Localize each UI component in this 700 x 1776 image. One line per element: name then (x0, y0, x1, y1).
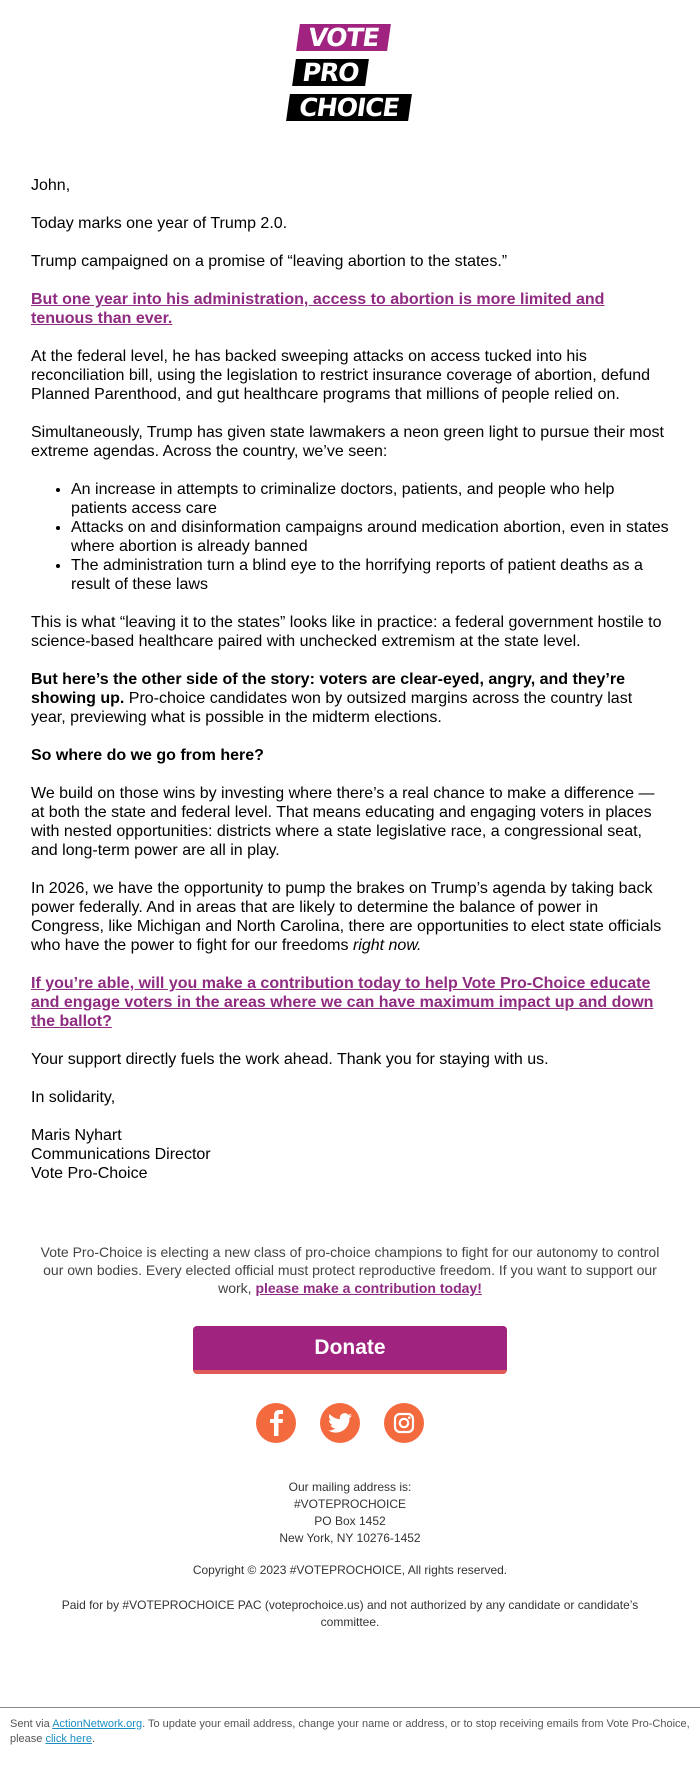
paragraph-6-rest: Pro-choice candidates won by outsized margins across the country last year, previewing what is possible in the midterm elections. (31, 690, 633, 726)
facebook-icon[interactable] (256, 1403, 296, 1443)
mailing-address (0, 1479, 700, 1547)
signoff: In solidarity, (31, 1089, 116, 1106)
paragraph-5: This is what “leaving it to the states” looks like in practice: a federal government hostile to science-based healthcare paired with unchecked extremism at the state level. (31, 614, 662, 650)
signature-title: Communications Director (31, 1146, 211, 1163)
abortion-access-link[interactable]: But one year into his administration, access to abortion is more limited and tenuous than ever. (31, 291, 605, 327)
logo-line-pro: PRO (292, 59, 369, 86)
actionnetwork-link[interactable]: ActionNetwork.org (52, 1718, 143, 1730)
address-org: #VOTEPROCHOICE (293, 1497, 407, 1511)
list-item: • Attacks on and disinformation campaigns around medication abortion, even in states where abortion is already banned (71, 518, 671, 556)
paragraph-7: We build on those wins by investing where there’s a real chance to make a difference — at both the state and federal level. That means educating and engaging voters in places with nested opportunities: districts where a state legislative race, a congressional seat, and long-term power are all in play. (31, 785, 655, 859)
signature-name: Maris Nyhart (31, 1127, 122, 1144)
paid-for-disclaimer: Paid for by #VOTEPROCHOICE PAC (voteprochoice.us) and not authorized by any candidate or candidate’s committee. (61, 1598, 639, 1629)
greeting: John, (31, 177, 71, 194)
twitter-icon[interactable] (320, 1403, 360, 1443)
email-body (31, 176, 671, 1202)
paragraph-2: Trump campaigned on a promise of “leaving abortion to the states.” (31, 253, 508, 270)
vote-pro-choice-logo (288, 24, 412, 126)
section-heading: So where do we go from here? (31, 747, 264, 764)
paragraph-6-bold: But here’s the other side of the story: voters are clear-eyed, angry, and they’re showing up. (31, 671, 625, 707)
mission-text: Vote Pro-Choice is electing a new class of pro-choice champions to fight for our autonomy to control our own bodies. Every elected official must protect reproductive freedom. If you want to support our work, (40, 1244, 660, 1296)
address-label: Our mailing address is: (288, 1480, 412, 1494)
paragraph-8 (31, 879, 671, 955)
paragraph-4: Simultaneously, Trump has given state lawmakers a neon green light to pursue their most extreme agendas. Across the country, we’ve seen: (31, 424, 664, 460)
contribution-link[interactable]: If you’re able, will you make a contribution today to help Vote Pro-Choice educate and engage voters in the areas where we can have maximum impact up and down the ballot? (31, 975, 654, 1030)
signature-org: Vote Pro-Choice (31, 1165, 148, 1182)
sent-via-middle: . To update your email address, change your name or address, or to stop receiving emails from Vote Pro-Choice, please (10, 1718, 690, 1745)
copyright: Copyright © 2023 #VOTEPROCHOICE, All rights reserved. (192, 1563, 508, 1577)
list-item: • An increase in attempts to criminalize doctors, patients, and people who help patients access care (71, 480, 671, 518)
logo-line-vote: VOTE (296, 24, 391, 51)
donate-button[interactable]: Donate (193, 1326, 507, 1374)
address-city: New York, NY 10276-1452 (279, 1531, 421, 1545)
footer-divider (0, 1707, 700, 1708)
instagram-icon[interactable] (384, 1403, 424, 1443)
sent-via-suffix: . (91, 1733, 96, 1745)
mission-statement (36, 1243, 664, 1297)
paragraph-9: Your support directly fuels the work ahead. Thank you for staying with us. (31, 1051, 549, 1068)
unsubscribe-link[interactable]: click here (45, 1733, 92, 1745)
logo-line-choice: CHOICE (286, 94, 412, 121)
attacks-list (71, 480, 671, 594)
sent-via-prefix: Sent via (10, 1718, 53, 1730)
paragraph-8-emphasis: right now. (352, 937, 422, 954)
signature (31, 1126, 671, 1183)
address-box: PO Box 1452 (314, 1514, 386, 1528)
paragraph-1: Today marks one year of Trump 2.0. (31, 215, 288, 232)
sent-via-notice (10, 1717, 695, 1747)
paragraph-3: At the federal level, he has backed sweeping attacks on access tucked into his reconciliation bill, using the legislation to restrict insurance coverage of abortion, defund Planned Parenthood, and gut healthcare programs that millions of people relied on. (31, 348, 651, 403)
paragraph-6 (31, 670, 671, 727)
list-item: • The administration turn a blind eye to the horrifying reports of patient deaths as a result of these laws (71, 556, 671, 594)
mission-contribute-link[interactable]: please make a contribution today! (255, 1280, 482, 1296)
paragraph-8-text: In 2026, we have the opportunity to pump the brakes on Trump’s agenda by taking back power federally. And in areas that are likely to determine the balance of power in Congress, like Michigan and North Carolina, there are opportunities to elect state officials who have the power to fight for our freedoms (31, 880, 662, 954)
